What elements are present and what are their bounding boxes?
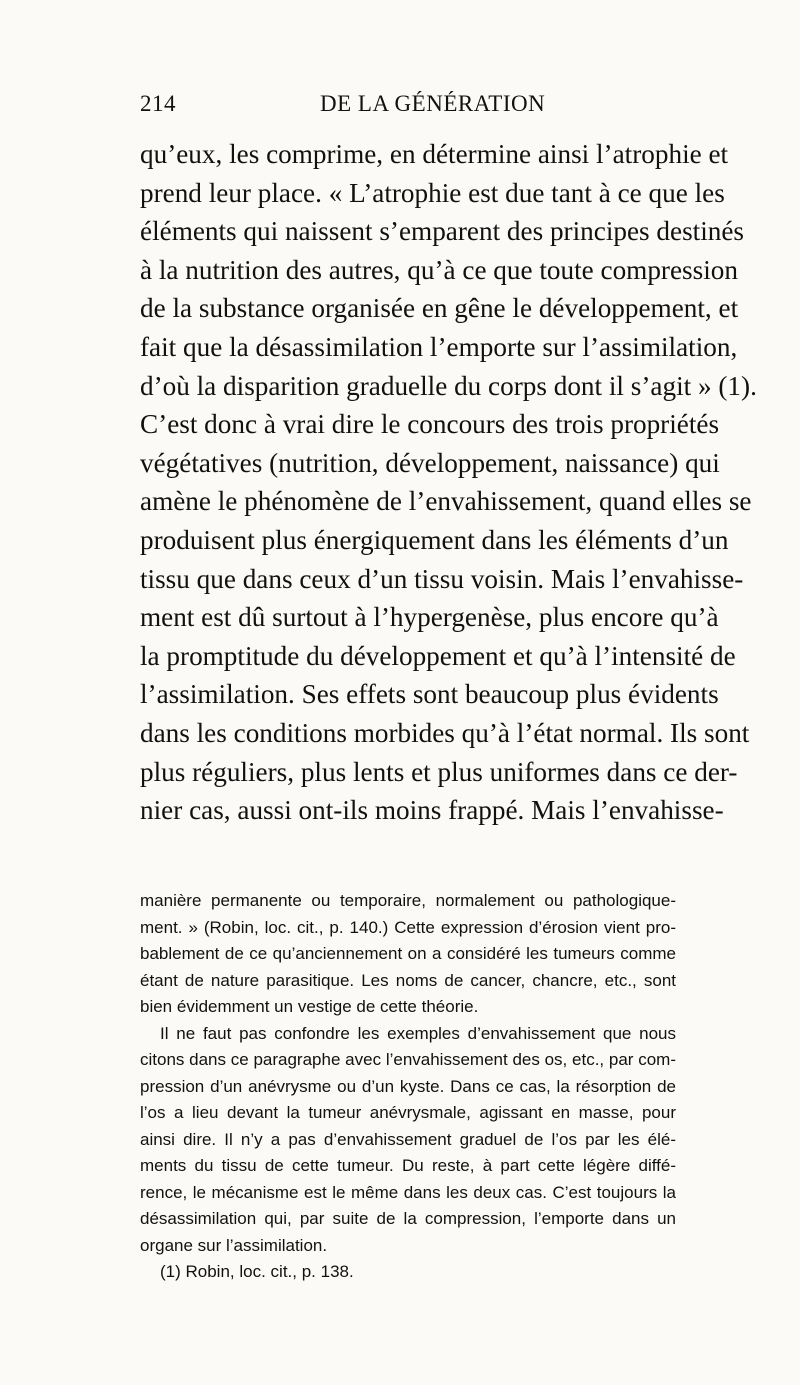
footnote-line: citons dans ce paragraphe avec l’envahissement des os, etc., par com- — [140, 1050, 676, 1069]
text-line: dans les conditions morbides qu’à l’état normal. Ils sont — [140, 717, 750, 748]
text-line: l’assimilation. Ses effets sont beaucoup plus évidents — [140, 679, 719, 710]
footnote-line: ment. » (Robin, loc. cit., p. 140.) Cette expression d’érosion vient pro- — [140, 917, 676, 937]
footnote-line: bien évidemment un vestige de cette théorie. — [140, 997, 479, 1016]
footnote-line: désassimilation qui, par suite de la compression, l’emporte dans un — [140, 1209, 676, 1228]
footnote-line: ments du tissu de cette tumeur. Du reste, à part cette légère diffé- — [140, 1156, 676, 1175]
running-title: DE LA GÉNÉRATION — [320, 91, 546, 116]
text-line: à la nutrition des autres, qu’à ce que toute compression — [140, 254, 738, 285]
text-line: produisent plus énergiquement dans les éléments d’un — [140, 524, 729, 555]
text-line: ment est dû surtout à l’hypergenèse, plus encore qu’à — [140, 602, 719, 633]
footnote-reference: (1) Robin, loc. cit., p. 138. — [160, 1262, 354, 1281]
text-line: fait que la désassimilation l’emporte sur l’assimilation, — [140, 331, 738, 362]
footnote-line: l’os a lieu devant la tumeur anévrysmale, agissant en masse, pour — [140, 1103, 676, 1122]
text-line: d’où la disparition graduelle du corps dont il s’agit » (1). — [140, 370, 757, 401]
footnote-line: manière permanente ou temporaire, normalement ou pathologique- — [140, 891, 676, 910]
footnote-line: organe sur l’assimilation. — [140, 1235, 328, 1255]
footnote-line: Il ne faut pas confondre les exemples d’envahissement que nous — [160, 1023, 676, 1043]
footnote-line: bablement de ce qu’anciennement on a considéré les tumeurs comme — [140, 944, 676, 963]
page-number: 214 — [140, 91, 176, 116]
text-line: tissu que dans ceux d’un tissu voisin. Mais l’envahisse- — [140, 563, 744, 594]
main-text-block — [140, 135, 757, 830]
text-line: plus réguliers, plus lents et plus uniformes dans ce der- — [140, 756, 738, 787]
footnote-line: rence, le mécanisme est le même dans les deux cas. C’est toujours la — [140, 1182, 676, 1202]
footnotes-block — [140, 888, 676, 1286]
footnote-line: étant de nature parasitique. Les noms de cancer, chancre, etc., sont — [140, 970, 676, 990]
text-line: végétatives (nutrition, développement, naissance) qui — [140, 447, 720, 478]
text-line: nier cas, aussi ont-ils moins frappé. Mais l’envahisse- — [140, 795, 724, 826]
running-head — [140, 91, 675, 121]
footnote-line: ainsi dire. Il n’y a pas d’envahissement graduel de l’os par les élé- — [140, 1129, 676, 1149]
text-line: C’est donc à vrai dire le concours des trois propriétés — [140, 409, 720, 440]
text-line: éléments qui naissent s’emparent des principes destinés — [140, 216, 745, 247]
text-line: qu’eux, les comprime, en détermine ainsi l’atrophie et — [140, 139, 729, 169]
text-line: de la substance organisée en gêne le développement, et — [140, 293, 739, 324]
text-line: prend leur place. « L’atrophie est due tant à ce que les — [140, 177, 725, 208]
text-line: amène le phénomène de l’envahissement, quand elles se — [140, 486, 752, 517]
text-line: la promptitude du développement et qu’à l’intensité de — [140, 640, 736, 671]
footnote-line: pression d’un anévrysme ou d’un kyste. Dans ce cas, la résorption de — [140, 1076, 676, 1096]
